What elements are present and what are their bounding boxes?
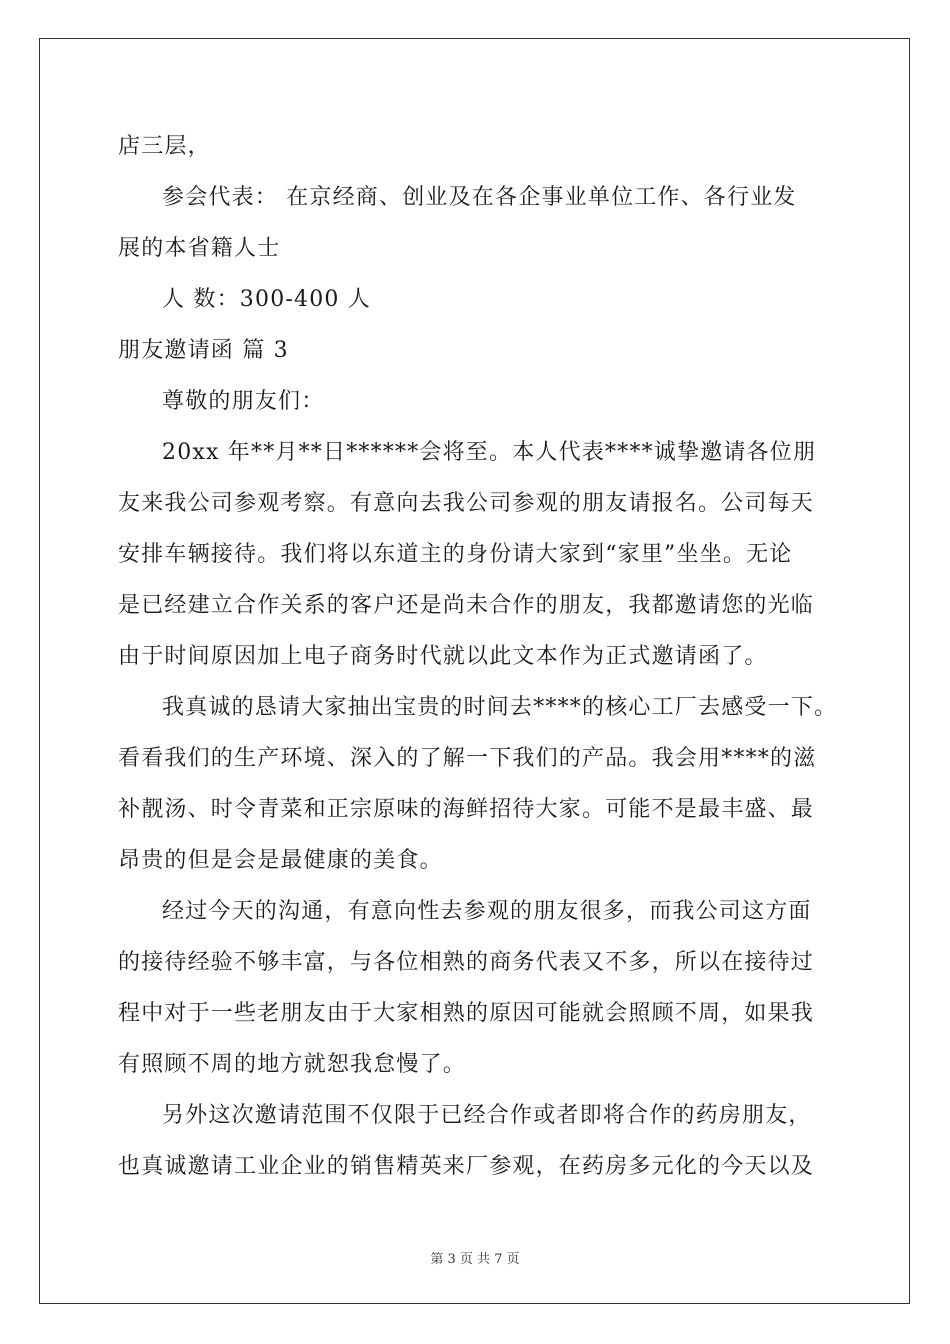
text-line: 由于时间原因加上电子商务时代就以此文本作为正式邀请函了。 (118, 644, 768, 669)
salutation: 尊敬的朋友们： (162, 389, 325, 414)
text-line: 经过今天的沟通，有意向性去参观的朋友很多，而我公司这方面 (162, 899, 812, 924)
text-line: 我真诚的恳请大家抽出宝贵的时间去****的核心工厂去感受一下。 (162, 695, 838, 720)
text-line: 安排车辆接待。我们将以东道主的身份请大家到“家里”坐坐。无论 (118, 542, 793, 567)
text-line: 友来我公司参观考察。有意向去我公司参观的朋友请报名。公司每天 (118, 491, 815, 516)
text-line: 看看我们的生产环境、深入的了解一下我们的产品。我会用****的滋 (118, 746, 817, 771)
text-line: 有照顾不周的地方就恕我怠慢了。 (118, 1052, 467, 1077)
text-line: 展的本省籍人士 (118, 236, 281, 261)
section-heading: 朋友邀请函 篇 3 (118, 338, 289, 363)
text-line: 另外这次邀请范围不仅限于已经合作或者即将合作的药房朋友， (162, 1103, 812, 1128)
text-line: 昂贵的但是会是最健康的美食。 (118, 848, 443, 873)
text-line: 是已经建立合作关系的客户还是尚未合作的朋友，我都邀请您的光临 (118, 593, 815, 618)
text-line: 补靓汤、时令青菜和正宗原味的海鲜招待大家。可能不是最丰盛、最 (118, 797, 815, 822)
text-line: 参会代表： 在京经商、创业及在各企事业单位工作、各行业发 (162, 185, 797, 210)
text-line: 也真诚邀请工业企业的销售精英来厂参观，在药房多元化的今天以及 (118, 1154, 815, 1179)
text-line: 的接待经验不够丰富，与各位相熟的商务代表又不多，所以在接待过 (118, 950, 815, 975)
document-body (118, 125, 848, 1196)
page-number-footer: 第 3 页 共 7 页 (430, 1252, 520, 1267)
text-line: 店三层， (118, 134, 211, 159)
text-line: 人 数：300-400 人 (162, 287, 372, 312)
text-line: 20xx 年**月**日******会将至。本人代表****诚挚邀请各位朋 (162, 440, 817, 465)
text-line: 程中对于一些老朋友由于大家相熟的原因可能就会照顾不周，如果我 (118, 1001, 815, 1026)
